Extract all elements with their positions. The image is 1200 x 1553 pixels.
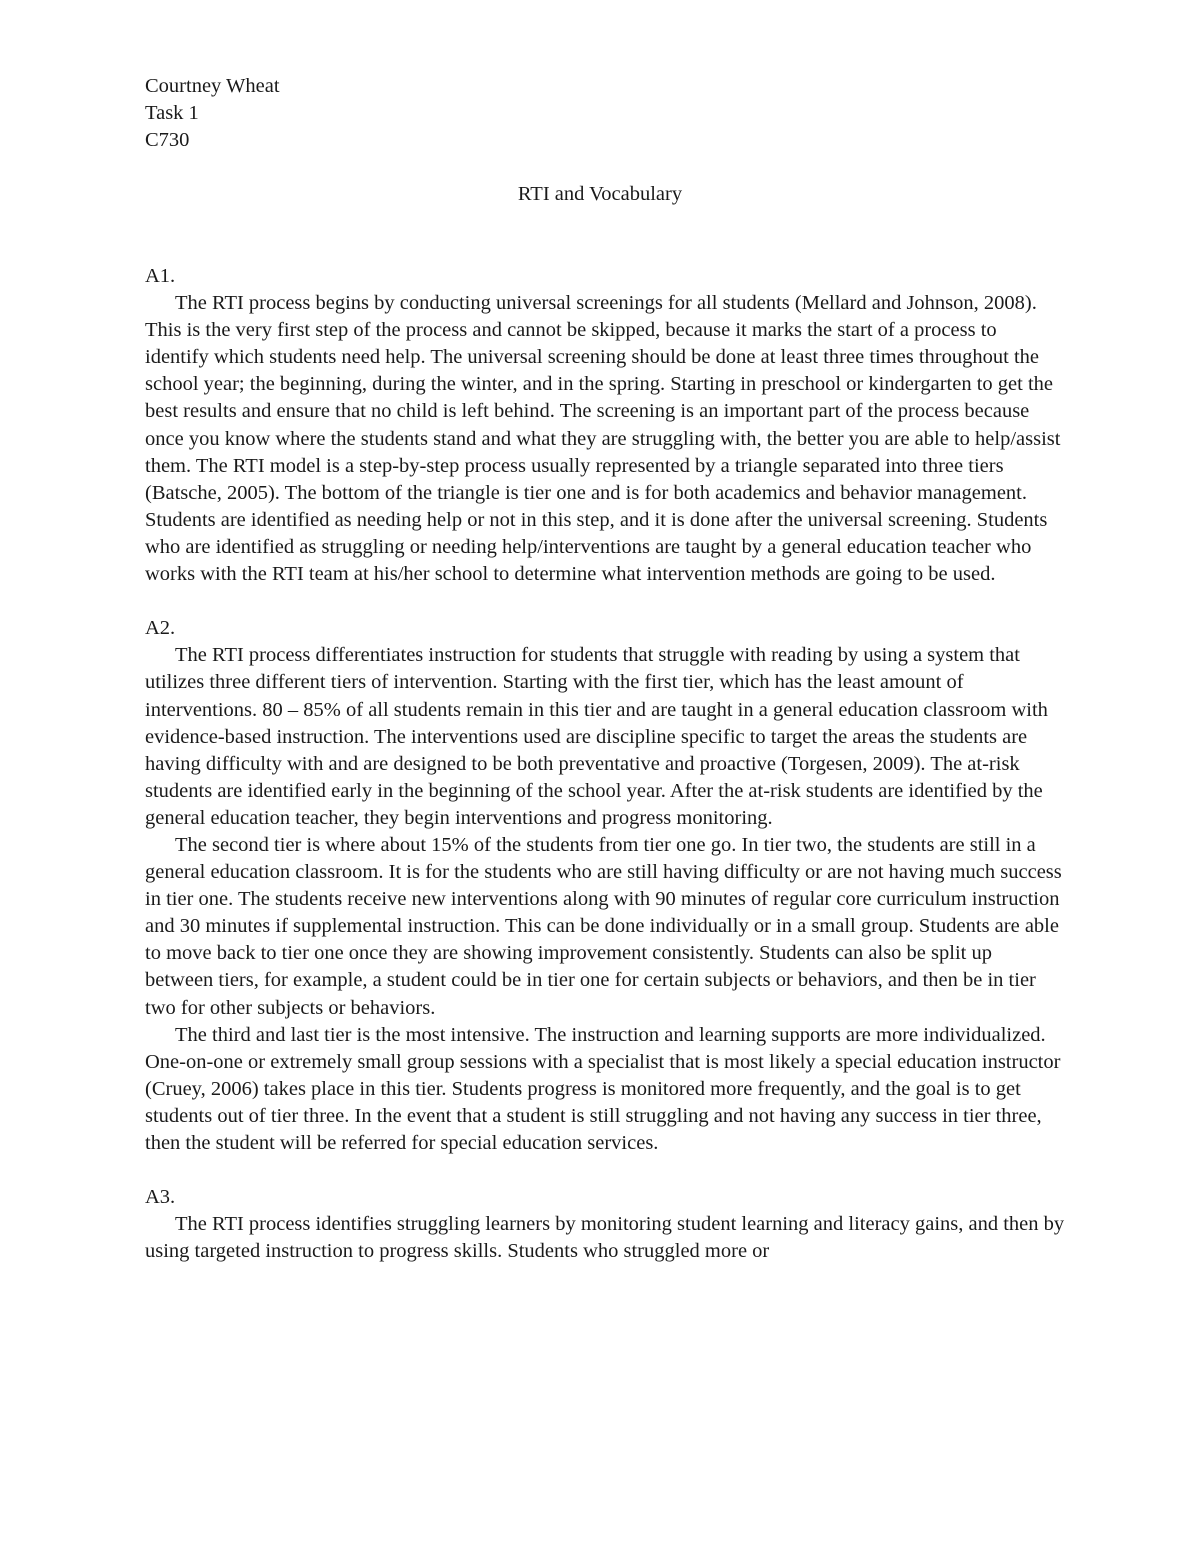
section-paragraph: The RTI process identifies struggling learners by monitoring student learning and literacy gains, and then by using targeted instruction to progress skills. Students who struggled more or xyxy=(145,1213,1065,1263)
section-paragraph: The third and last tier is the most intensive. The instruction and learning supports are more individualized. One-on-one or extremely small group sessions with a specialist that is most likely a special education instructor (Cruey, 2006) takes place in this tier. Students progress is monitored more frequently, and the goal is to get students out of tier three. In the event that a student is still struggling and not having any success in tier three, then the student will be referred for special education services. xyxy=(145,1023,1061,1154)
section-heading: A1. xyxy=(145,265,176,287)
section-spacer xyxy=(145,588,1065,615)
section-spacer xyxy=(145,1157,1065,1184)
task-label: Task 1 xyxy=(145,102,199,125)
section-heading: A2. xyxy=(145,617,176,640)
section-a3 xyxy=(145,1184,1065,1265)
document-body xyxy=(145,263,1065,1265)
document-title: RTI and Vocabulary xyxy=(517,183,683,205)
section-paragraph: The RTI process differentiates instruction for students that struggle with reading by using a system that utilizes three different tiers of intervention. Starting with the first tier, which has the least amount of interventions. 80 – 85% of all students remain in this tier and are taught in a general education classroom with evidence-based instruction. The interventions used are discipline specific to target the areas the students are having difficulty with and are designed to be both preventative and proactive (Torgesen, 2009). The at-risk students are identified early in the beginning of the school year. After the at-risk students are identified by the general education teacher, they begin interventions and progress monitoring. xyxy=(145,644,1048,829)
section-a2 xyxy=(145,615,1065,1157)
section-paragraph: The RTI process begins by conducting universal screenings for all students (Mellard and Johnson, 2008). This is the very first step of the process and cannot be skipped, because it marks the start of a process to identify which students need help. The universal screening should be done at least three times throughout the school year; the beginning, during the winter, and in the spring. Starting in preschool or kindergarten to get the best results and ensure that no child is left behind. The screening is an important part of the process because once you know where the students stand and what they are struggling with, the better you are able to help/assist them. The RTI model is a step-by-step process usually represented by a triangle separated into three tiers (Batsche, 2005). The bottom of the triangle is tier one and is for both academics and behavior management. Students are identified as needing help or not in this step, and it is done after the universal screening. Students who are identified as struggling or needing help/interventions are taught by a general education teacher who works with the RTI team at his/her school to determine what intervention methods are going to be used. xyxy=(145,292,1061,586)
course-code: C730 xyxy=(145,129,190,152)
section-paragraph: The second tier is where about 15% of the students from tier one go. In tier two, the students are still in a general education classroom. It is for the students who are still having difficulty or are not having much success in tier one. The students receive new interventions along with 90 minutes of regular core curriculum instruction and 30 minutes if supplemental instruction. This can be done individually or in a small group. Students are able to move back to tier one once they are showing improvement consistently. Students can also be split up between tiers, for example, a student could be in tier one for certain subjects or behaviors, and then be in tier two for other subjects or behaviors. xyxy=(145,833,1062,1019)
section-heading: A3. xyxy=(145,1186,176,1209)
document-header xyxy=(145,73,280,154)
section-a1 xyxy=(145,263,1065,588)
author-name: Courtney Wheat xyxy=(145,75,280,97)
